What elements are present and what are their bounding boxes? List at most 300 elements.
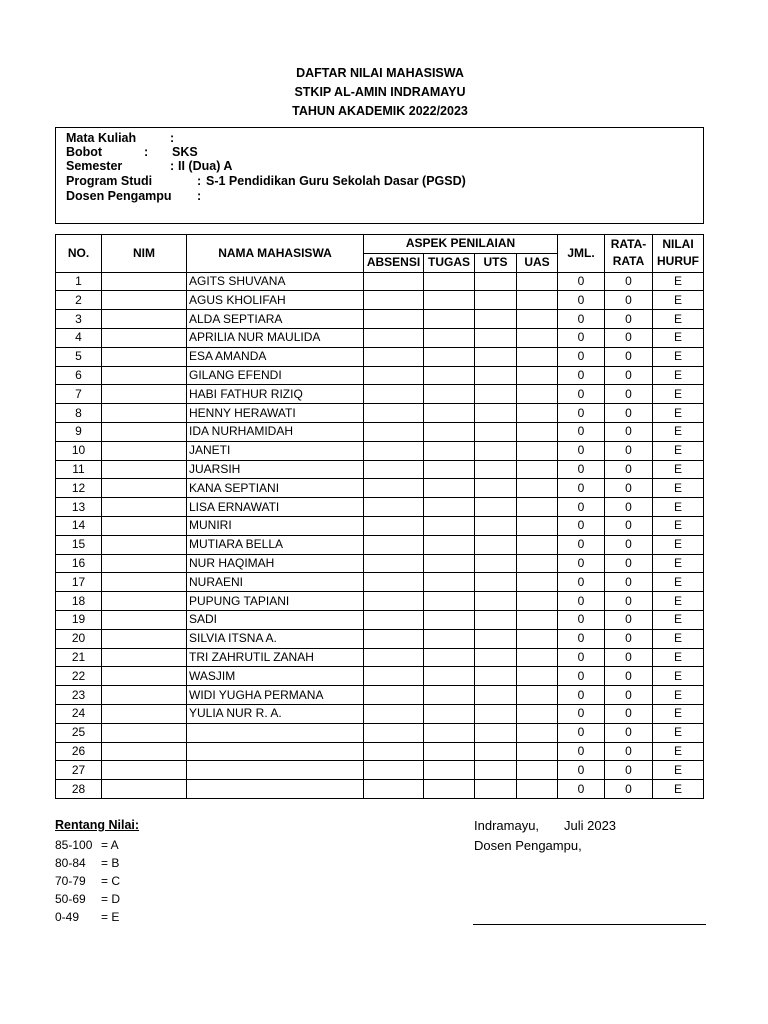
cell-uas xyxy=(517,686,558,705)
cell-jml: 0 xyxy=(558,516,605,535)
cell-jml: 0 xyxy=(558,761,605,780)
cell-nim xyxy=(102,460,187,479)
cell-rata-rata: 0 xyxy=(605,479,653,498)
cell-tugas xyxy=(424,761,475,780)
cell-nama: IDA NURHAMIDAH xyxy=(187,422,364,441)
table-row xyxy=(56,761,704,780)
cell-rata-rata: 0 xyxy=(605,404,653,423)
cell-nim xyxy=(102,704,187,723)
cell-nama: JANETI xyxy=(187,441,364,460)
cell-absensi xyxy=(364,648,424,667)
header-jml: JML. xyxy=(558,235,605,273)
table-row xyxy=(56,328,704,347)
cell-absensi xyxy=(364,535,424,554)
cell-rata-rata: 0 xyxy=(605,704,653,723)
cell-jml: 0 xyxy=(558,385,605,404)
cell-uas xyxy=(517,723,558,742)
signature-date: Juli 2023 xyxy=(564,818,617,833)
cell-nilai-huruf: E xyxy=(653,686,704,705)
cell-uts xyxy=(475,704,517,723)
cell-tugas xyxy=(424,498,475,517)
cell-nama: KANA SEPTIANI xyxy=(187,479,364,498)
cell-tugas xyxy=(424,516,475,535)
cell-nilai-huruf: E xyxy=(653,385,704,404)
cell-nilai-huruf: E xyxy=(653,704,704,723)
cell-jml: 0 xyxy=(558,460,605,479)
cell-nama: WIDI YUGHA PERMANA xyxy=(187,686,364,705)
table-row xyxy=(56,479,704,498)
cell-rata-rata: 0 xyxy=(605,347,653,366)
bobot-colon: : xyxy=(144,145,149,159)
cell-tugas xyxy=(424,272,475,291)
header-uas: UAS xyxy=(517,253,558,272)
cell-nim xyxy=(102,516,187,535)
cell-no: 16 xyxy=(56,554,102,573)
cell-absensi xyxy=(364,291,424,310)
cell-nama: TRI ZAHRUTIL ZANAH xyxy=(187,648,364,667)
table-row xyxy=(56,648,704,667)
legend-range: 50-69 xyxy=(55,892,86,906)
cell-rata-rata: 0 xyxy=(605,592,653,611)
cell-nilai-huruf: E xyxy=(653,723,704,742)
course-info-box xyxy=(55,127,704,224)
cell-absensi xyxy=(364,441,424,460)
institution-name: STKIP AL-AMIN INDRAMAYU xyxy=(294,85,466,99)
header-rata-rata xyxy=(605,235,653,273)
table-row xyxy=(56,291,704,310)
cell-nim xyxy=(102,498,187,517)
header-rata-top: RATA- xyxy=(610,237,647,252)
signature-line xyxy=(473,924,706,925)
cell-uts xyxy=(475,667,517,686)
cell-nim xyxy=(102,441,187,460)
table-row xyxy=(56,404,704,423)
cell-uts xyxy=(475,629,517,648)
legend-range: 85-100 xyxy=(55,838,93,852)
cell-jml: 0 xyxy=(558,610,605,629)
cell-nilai-huruf: E xyxy=(653,272,704,291)
legend-item xyxy=(55,908,139,926)
cell-tugas xyxy=(424,610,475,629)
cell-uts xyxy=(475,610,517,629)
legend-item xyxy=(55,872,139,890)
table-row xyxy=(56,573,704,592)
table-row xyxy=(56,667,704,686)
cell-nim xyxy=(102,535,187,554)
legend-range: 0-49 xyxy=(55,910,80,924)
cell-no: 7 xyxy=(56,385,102,404)
cell-absensi xyxy=(364,686,424,705)
cell-nama: AGUS KHOLIFAH xyxy=(187,291,364,310)
cell-uas xyxy=(517,441,558,460)
cell-uas xyxy=(517,366,558,385)
cell-jml: 0 xyxy=(558,404,605,423)
table-row xyxy=(56,742,704,761)
cell-nama: GILANG EFENDI xyxy=(187,366,364,385)
cell-nilai-huruf: E xyxy=(653,610,704,629)
cell-no: 21 xyxy=(56,648,102,667)
cell-jml: 0 xyxy=(558,554,605,573)
cell-nilai-huruf: E xyxy=(653,516,704,535)
cell-nilai-huruf: E xyxy=(653,366,704,385)
cell-uas xyxy=(517,498,558,517)
cell-nilai-huruf: E xyxy=(653,554,704,573)
cell-jml: 0 xyxy=(558,667,605,686)
cell-rata-rata: 0 xyxy=(605,498,653,517)
table-row xyxy=(56,422,704,441)
cell-no: 20 xyxy=(56,629,102,648)
cell-rata-rata: 0 xyxy=(605,780,653,799)
cell-nilai-huruf: E xyxy=(653,310,704,329)
cell-jml: 0 xyxy=(558,479,605,498)
cell-tugas xyxy=(424,629,475,648)
cell-absensi xyxy=(364,404,424,423)
cell-absensi xyxy=(364,554,424,573)
bobot-value: SKS xyxy=(172,145,198,159)
cell-uts xyxy=(475,460,517,479)
table-row xyxy=(56,723,704,742)
cell-nim xyxy=(102,610,187,629)
cell-nim xyxy=(102,554,187,573)
dosen-pengampu-colon: : xyxy=(197,189,202,203)
cell-nilai-huruf: E xyxy=(653,535,704,554)
cell-uas xyxy=(517,761,558,780)
header-nim: NIM xyxy=(102,235,187,273)
cell-no: 17 xyxy=(56,573,102,592)
header-nilai-top: NILAI xyxy=(662,237,694,252)
cell-uts xyxy=(475,479,517,498)
cell-nilai-huruf: E xyxy=(653,404,704,423)
cell-nama: NUR HAQIMAH xyxy=(187,554,364,573)
semester-colon: : xyxy=(170,159,175,173)
cell-absensi xyxy=(364,479,424,498)
cell-nim xyxy=(102,723,187,742)
cell-jml: 0 xyxy=(558,291,605,310)
grade-range-legend xyxy=(55,818,139,926)
cell-no: 18 xyxy=(56,592,102,611)
cell-absensi xyxy=(364,516,424,535)
cell-uts xyxy=(475,366,517,385)
cell-uts xyxy=(475,385,517,404)
cell-tugas xyxy=(424,328,475,347)
cell-uas xyxy=(517,404,558,423)
cell-uts xyxy=(475,498,517,517)
cell-absensi xyxy=(364,667,424,686)
cell-no: 24 xyxy=(56,704,102,723)
cell-uts xyxy=(475,723,517,742)
cell-uas xyxy=(517,667,558,686)
cell-nim xyxy=(102,629,187,648)
cell-uas xyxy=(517,272,558,291)
cell-jml: 0 xyxy=(558,272,605,291)
cell-nama: AGITS SHUVANA xyxy=(187,272,364,291)
cell-jml: 0 xyxy=(558,686,605,705)
cell-no: 12 xyxy=(56,479,102,498)
cell-rata-rata: 0 xyxy=(605,686,653,705)
cell-nama: NURAENI xyxy=(187,573,364,592)
cell-nilai-huruf: E xyxy=(653,347,704,366)
cell-nim xyxy=(102,761,187,780)
cell-no: 2 xyxy=(56,291,102,310)
legend-title: Rentang Nilai: xyxy=(55,818,140,832)
cell-uts xyxy=(475,573,517,592)
cell-tugas xyxy=(424,648,475,667)
legend-grade: = C xyxy=(101,874,121,888)
legend-item xyxy=(55,836,139,854)
cell-absensi xyxy=(364,629,424,648)
cell-no: 9 xyxy=(56,422,102,441)
cell-absensi xyxy=(364,742,424,761)
cell-nama: APRILIA NUR MAULIDA xyxy=(187,328,364,347)
cell-tugas xyxy=(424,310,475,329)
cell-absensi xyxy=(364,328,424,347)
cell-tugas xyxy=(424,404,475,423)
cell-nim xyxy=(102,648,187,667)
cell-uts xyxy=(475,404,517,423)
cell-nilai-huruf: E xyxy=(653,761,704,780)
program-studi-value: S-1 Pendidikan Guru Sekolah Dasar (PGSD) xyxy=(206,174,466,188)
cell-rata-rata: 0 xyxy=(605,385,653,404)
cell-rata-rata: 0 xyxy=(605,761,653,780)
cell-no: 6 xyxy=(56,366,102,385)
cell-uts xyxy=(475,535,517,554)
table-row xyxy=(56,441,704,460)
cell-rata-rata: 0 xyxy=(605,629,653,648)
cell-nama: PUPUNG TAPIANI xyxy=(187,592,364,611)
cell-nilai-huruf: E xyxy=(653,780,704,799)
cell-tugas xyxy=(424,573,475,592)
header-nilai-huruf xyxy=(653,235,704,273)
cell-nim xyxy=(102,310,187,329)
legend-item xyxy=(55,890,139,908)
legend-grade: = E xyxy=(101,910,120,924)
cell-no: 1 xyxy=(56,272,102,291)
signature-block xyxy=(474,818,616,856)
cell-uts xyxy=(475,328,517,347)
cell-nilai-huruf: E xyxy=(653,573,704,592)
header-absensi: ABSENSI xyxy=(364,253,424,272)
cell-tugas xyxy=(424,479,475,498)
table-row xyxy=(56,498,704,517)
cell-tugas xyxy=(424,723,475,742)
cell-uas xyxy=(517,328,558,347)
cell-jml: 0 xyxy=(558,366,605,385)
cell-uas xyxy=(517,460,558,479)
cell-no: 14 xyxy=(56,516,102,535)
cell-tugas xyxy=(424,554,475,573)
signature-role: Dosen Pengampu, xyxy=(474,838,582,853)
cell-absensi xyxy=(364,498,424,517)
cell-nim xyxy=(102,742,187,761)
program-studi-colon: : xyxy=(197,174,202,188)
cell-absensi xyxy=(364,272,424,291)
academic-year: TAHUN AKADEMIK 2022/2023 xyxy=(292,104,468,118)
cell-rata-rata: 0 xyxy=(605,610,653,629)
cell-rata-rata: 0 xyxy=(605,422,653,441)
cell-nama: MUTIARA BELLA xyxy=(187,535,364,554)
mata-kuliah-label: Mata Kuliah xyxy=(66,131,137,145)
cell-nama: SADI xyxy=(187,610,364,629)
cell-absensi xyxy=(364,310,424,329)
cell-no: 8 xyxy=(56,404,102,423)
cell-no: 10 xyxy=(56,441,102,460)
cell-nim xyxy=(102,328,187,347)
cell-nilai-huruf: E xyxy=(653,498,704,517)
cell-uts xyxy=(475,761,517,780)
cell-nim xyxy=(102,780,187,799)
cell-uas xyxy=(517,780,558,799)
cell-nilai-huruf: E xyxy=(653,648,704,667)
cell-uas xyxy=(517,648,558,667)
cell-uas xyxy=(517,310,558,329)
cell-no: 13 xyxy=(56,498,102,517)
cell-tugas xyxy=(424,704,475,723)
dosen-pengampu-label: Dosen Pengampu xyxy=(66,189,172,203)
cell-rata-rata: 0 xyxy=(605,535,653,554)
grades-table xyxy=(55,234,704,799)
cell-rata-rata: 0 xyxy=(605,366,653,385)
cell-tugas xyxy=(424,441,475,460)
cell-nama xyxy=(187,723,364,742)
cell-nim xyxy=(102,272,187,291)
cell-no: 28 xyxy=(56,780,102,799)
cell-uts xyxy=(475,648,517,667)
cell-nama: ALDA SEPTIARA xyxy=(187,310,364,329)
cell-tugas xyxy=(424,291,475,310)
cell-tugas xyxy=(424,366,475,385)
cell-nama: WASJIM xyxy=(187,667,364,686)
cell-uas xyxy=(517,535,558,554)
cell-uts xyxy=(475,592,517,611)
cell-no: 4 xyxy=(56,328,102,347)
cell-nim xyxy=(102,385,187,404)
signature-place: Indramayu, xyxy=(474,818,540,833)
cell-uas xyxy=(517,742,558,761)
cell-jml: 0 xyxy=(558,535,605,554)
cell-nilai-huruf: E xyxy=(653,460,704,479)
cell-rata-rata: 0 xyxy=(605,742,653,761)
cell-absensi xyxy=(364,610,424,629)
cell-absensi xyxy=(364,592,424,611)
cell-jml: 0 xyxy=(558,573,605,592)
cell-tugas xyxy=(424,592,475,611)
cell-nilai-huruf: E xyxy=(653,629,704,648)
cell-absensi xyxy=(364,723,424,742)
cell-jml: 0 xyxy=(558,742,605,761)
cell-uas xyxy=(517,516,558,535)
table-row xyxy=(56,347,704,366)
bobot-label: Bobot xyxy=(66,145,103,159)
cell-nama: SILVIA ITSNA A. xyxy=(187,629,364,648)
table-row xyxy=(56,310,704,329)
cell-rata-rata: 0 xyxy=(605,667,653,686)
cell-uas xyxy=(517,422,558,441)
legend-range: 80-84 xyxy=(55,856,86,870)
cell-absensi xyxy=(364,780,424,799)
cell-nim xyxy=(102,366,187,385)
cell-nama xyxy=(187,780,364,799)
cell-nama: JUARSIH xyxy=(187,460,364,479)
cell-absensi xyxy=(364,385,424,404)
document-title: DAFTAR NILAI MAHASISWA xyxy=(296,66,464,80)
header-nilai-bottom: HURUF xyxy=(657,254,699,269)
cell-tugas xyxy=(424,460,475,479)
cell-rata-rata: 0 xyxy=(605,723,653,742)
cell-uts xyxy=(475,742,517,761)
cell-nim xyxy=(102,686,187,705)
table-row xyxy=(56,629,704,648)
table-row xyxy=(56,535,704,554)
cell-no: 3 xyxy=(56,310,102,329)
cell-no: 5 xyxy=(56,347,102,366)
cell-uts xyxy=(475,291,517,310)
cell-rata-rata: 0 xyxy=(605,441,653,460)
cell-tugas xyxy=(424,742,475,761)
cell-tugas xyxy=(424,686,475,705)
legend-grade: = A xyxy=(101,838,119,852)
cell-nilai-huruf: E xyxy=(653,291,704,310)
legend-item xyxy=(55,854,139,872)
cell-no: 27 xyxy=(56,761,102,780)
cell-nama: YULIA NUR R. A. xyxy=(187,704,364,723)
cell-absensi xyxy=(364,573,424,592)
cell-uas xyxy=(517,704,558,723)
cell-jml: 0 xyxy=(558,328,605,347)
cell-uts xyxy=(475,310,517,329)
cell-no: 26 xyxy=(56,742,102,761)
semester-label: Semester xyxy=(66,159,123,173)
cell-uas xyxy=(517,610,558,629)
cell-no: 25 xyxy=(56,723,102,742)
cell-rata-rata: 0 xyxy=(605,291,653,310)
cell-uas xyxy=(517,347,558,366)
table-row xyxy=(56,272,704,291)
table-row xyxy=(56,554,704,573)
cell-rata-rata: 0 xyxy=(605,573,653,592)
cell-nim xyxy=(102,422,187,441)
cell-absensi xyxy=(364,422,424,441)
cell-absensi xyxy=(364,347,424,366)
cell-tugas xyxy=(424,422,475,441)
cell-nilai-huruf: E xyxy=(653,592,704,611)
cell-no: 11 xyxy=(56,460,102,479)
cell-uts xyxy=(475,347,517,366)
cell-jml: 0 xyxy=(558,498,605,517)
cell-no: 19 xyxy=(56,610,102,629)
cell-rata-rata: 0 xyxy=(605,554,653,573)
cell-nim xyxy=(102,291,187,310)
cell-nama: ESA AMANDA xyxy=(187,347,364,366)
cell-uas xyxy=(517,629,558,648)
cell-absensi xyxy=(364,761,424,780)
legend-grade: = D xyxy=(101,892,121,906)
cell-uts xyxy=(475,272,517,291)
cell-nilai-huruf: E xyxy=(653,422,704,441)
header-nama: NAMA MAHASISWA xyxy=(187,235,364,273)
table-row xyxy=(56,780,704,799)
cell-rata-rata: 0 xyxy=(605,648,653,667)
cell-jml: 0 xyxy=(558,629,605,648)
cell-tugas xyxy=(424,780,475,799)
cell-uas xyxy=(517,592,558,611)
cell-nilai-huruf: E xyxy=(653,328,704,347)
cell-no: 15 xyxy=(56,535,102,554)
legend-range: 70-79 xyxy=(55,874,86,888)
table-row xyxy=(56,704,704,723)
cell-nama: LISA ERNAWATI xyxy=(187,498,364,517)
table-row xyxy=(56,686,704,705)
table-row xyxy=(56,516,704,535)
